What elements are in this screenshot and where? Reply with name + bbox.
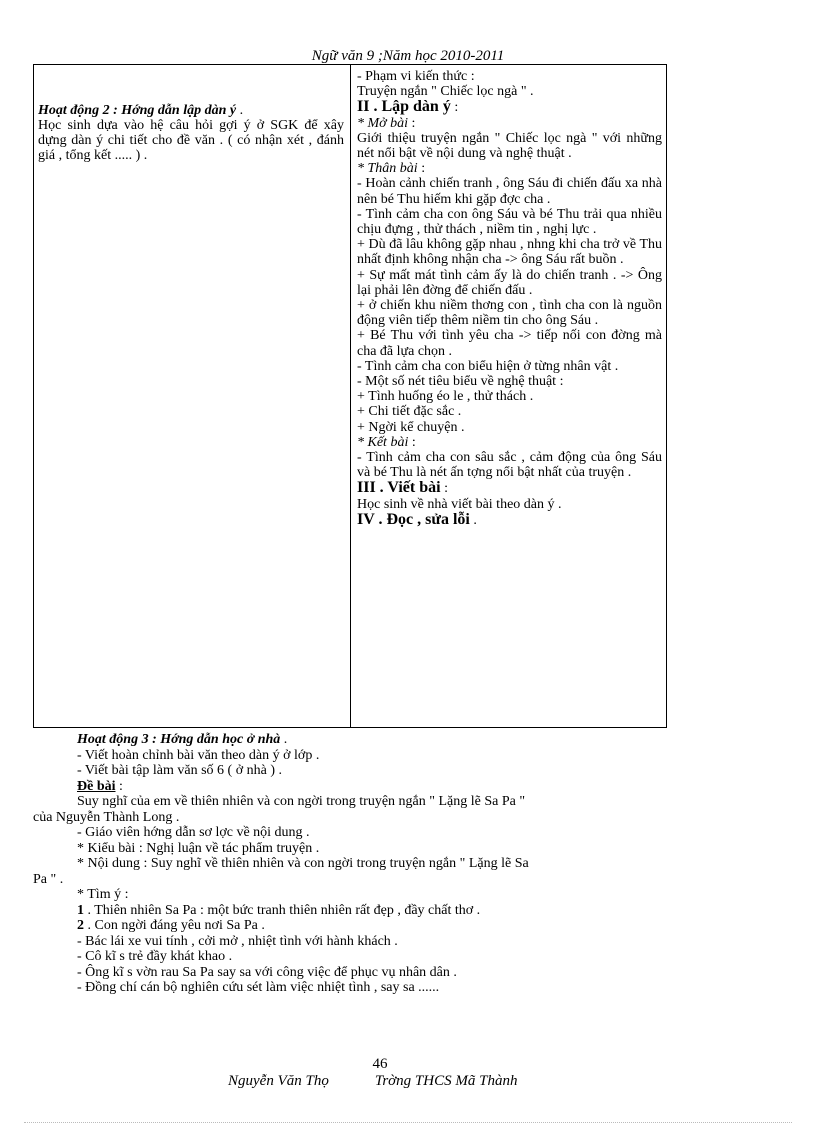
activity-2-body: Học sinh dựa vào hệ câu hỏi gợi ý ở SGK để xây dựng dàn ý chi tiết cho đề văn . ( có nhận xét , đánh giá , tổng kết ..... ) . bbox=[38, 118, 344, 163]
thanbai-item: - Tình cảm cha con ông Sáu và bé Thu trải qua nhiều chịu đựng , thử thách , niềm tin , nghị lực . bbox=[357, 206, 662, 238]
section-3-text: Học sinh về nhà viết bài theo dàn ý . bbox=[357, 496, 562, 512]
section-4-heading: IV . Đọc , sửa lỗi . bbox=[357, 510, 477, 528]
lesson-table bbox=[33, 64, 667, 728]
homework-line: - Đồng chí cán bộ nghiên cứu sét làm việc nhiệt tình , say sa ...... bbox=[77, 980, 440, 995]
idea-2: 2 . Con ngời đáng yêu nơi Sa Pa . bbox=[77, 918, 265, 933]
mobai-heading: * Mở bài : bbox=[357, 115, 416, 131]
homework-line: - Bác lái xe vui tính , cởi mở , nhiệt tình với hành khách . bbox=[77, 933, 398, 949]
homework-section bbox=[33, 732, 733, 996]
homework-line: - Viết bài tập làm văn số 6 ( ở nhà ) . bbox=[77, 763, 282, 778]
page-number: 46 bbox=[372, 1056, 388, 1072]
scope-value: Truyện ngắn " Chiếc lọc ngà " . bbox=[357, 84, 534, 100]
thanbai-item: + Chi tiết đặc sắc . bbox=[357, 404, 462, 420]
thanbai-item: + Tình huống éo le , thử thách . bbox=[357, 389, 534, 405]
thanbai-item: + Sự mất mát tình cảm ấy là do chiến tranh . -> Ông lại phải lên đờng để chiến đấu . bbox=[357, 267, 662, 298]
section-3-heading: III . Viết bài : bbox=[357, 479, 448, 497]
footer-author: Nguyễn Văn Thọ bbox=[228, 1073, 329, 1089]
thanbai-item: - Một số nét tiêu biểu về nghệ thuật : bbox=[357, 374, 564, 390]
page-footer bbox=[228, 1073, 517, 1090]
homework-line: * Kiểu bài : Nghị luận về tác phẩm truyện . bbox=[77, 840, 320, 856]
section-2-heading: II . Lập dàn ý : bbox=[357, 98, 459, 116]
activity-3-heading: Hoạt động 3 : Hớng dẫn học ở nhà . bbox=[77, 732, 288, 747]
ketbai-text: - Tình cảm cha con sâu sắc , cảm động của ông Sáu và bé Thu là nét ấn tợng nổi bật nhất của truyện . bbox=[357, 450, 662, 481]
homework-line: - Giáo viên hớng dẫn sơ lợc về nội dung . bbox=[77, 825, 310, 840]
thanbai-item: + Ngời kể chuyện . bbox=[357, 419, 465, 435]
noidung-line: * Nội dung : Suy nghĩ về thiên nhiên và con ngời trong truyện ngắn " Lặng lẽ Sa bbox=[77, 856, 529, 871]
thanbai-item: + ở chiến khu niềm thơng con , tình cha con là nguồn động viên tiếp thêm niềm tin cho ông Sáu . bbox=[357, 298, 662, 329]
column-divider bbox=[350, 65, 351, 727]
mobai-text: Giới thiệu truyện ngắn " Chiếc lọc ngà " với những nét nổi bật về nội dung và nghệ thuật . bbox=[357, 130, 662, 162]
debai-line: Suy nghĩ của em về thiên nhiên và con ngời trong truyện ngắn " Lặng lẽ Sa Pa " bbox=[77, 794, 526, 809]
thanbai-item: - Tình cảm cha con biểu hiện ở từng nhân vật . bbox=[357, 358, 619, 374]
ketbai-heading: * Kết bài : bbox=[357, 434, 416, 450]
scope-label: - Phạm vi kiến thức : bbox=[357, 69, 475, 84]
debai-heading: Đề bài : bbox=[77, 778, 123, 794]
activity-2-heading: Hoạt động 2 : Hớng dẫn lập dàn ý . bbox=[38, 103, 244, 118]
left-column bbox=[38, 103, 344, 163]
thanbai-heading: * Thân bài : bbox=[357, 161, 426, 177]
idea-1: 1 . Thiên nhiên Sa Pa : một bức tranh thiên nhiên rất đẹp , đầy chất thơ . bbox=[77, 902, 481, 918]
homework-line: - Cô kĩ s trẻ đầy khát khao . bbox=[77, 949, 233, 964]
timy-label: * Tìm ý : bbox=[77, 887, 129, 902]
debai-line-cont: của Nguyễn Thành Long . bbox=[33, 809, 180, 825]
homework-line: - Viết hoàn chỉnh bài văn theo dàn ý ở lớp . bbox=[77, 747, 320, 763]
page-header: Ngữ văn 9 ;Năm học 2010-2011 bbox=[311, 48, 505, 64]
thanbai-item: - Hoàn cảnh chiến tranh , ông Sáu đi chiến đấu xa nhà nên bé Thu hiếm khi gặp đợc cha . bbox=[357, 176, 662, 207]
footer-school: Trờng THCS Mã Thành bbox=[374, 1073, 518, 1089]
noidung-line-cont: Pa " . bbox=[33, 871, 64, 887]
activity-2-title: Hoạt động 2 : Hớng dẫn lập dàn ý bbox=[38, 103, 237, 118]
homework-line: - Ông kĩ s vờn rau Sa Pa say sa với công việc để phục vụ nhân dân . bbox=[77, 964, 457, 980]
right-column bbox=[357, 69, 662, 528]
thanbai-item: + Bé Thu với tình yêu cha -> tiếp nối con đờng mà cha đã lựa chọn . bbox=[357, 328, 662, 359]
thanbai-item: + Dù đã lâu không gặp nhau , nhng khi cha trở về Thu nhất định không nhận cha -> ông Sáu rất buồn . bbox=[357, 237, 662, 268]
